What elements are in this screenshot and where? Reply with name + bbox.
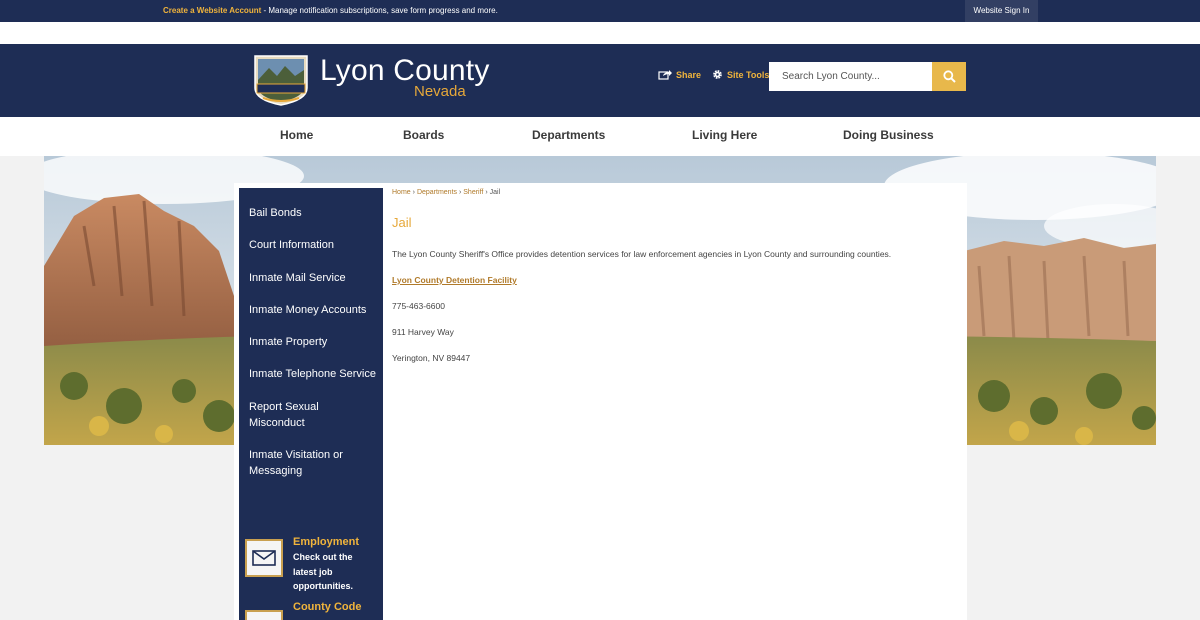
account-message xyxy=(163,6,498,15)
breadcrumb-separator: › xyxy=(485,189,488,196)
breadcrumb-current: Jail xyxy=(489,189,501,196)
breadcrumb-separator: › xyxy=(458,189,462,196)
search-input[interactable] xyxy=(769,62,932,91)
sidebar-item-inmate-money-accounts[interactable]: Inmate Money Accounts xyxy=(249,304,367,316)
nav-item-boards[interactable]: Boards xyxy=(403,128,445,142)
sidebar-item-bail-bonds[interactable]: Bail Bonds xyxy=(249,207,302,219)
street-address: 911 Harvey Way xyxy=(392,327,454,337)
share-label: Share xyxy=(676,69,702,80)
sidebar-item-inmate-property[interactable]: Inmate Property xyxy=(249,336,328,348)
nav-item-home[interactable]: Home xyxy=(280,128,314,142)
create-account-link[interactable]: Create a Website Account xyxy=(163,6,262,15)
main-nav xyxy=(0,117,1200,156)
phone-number: 775-463-6600 xyxy=(392,301,445,311)
sidebar-item-inmate-telephone-service[interactable]: Inmate Telephone Service xyxy=(249,368,376,380)
share-button[interactable] xyxy=(658,69,701,80)
sidebar-item-inmate-visitation[interactable]: Inmate Visitation or Messaging xyxy=(249,449,343,477)
share-icon xyxy=(658,69,672,80)
sidebar-item-court-information[interactable]: Court Information xyxy=(249,239,334,251)
employment-text: Check out the latest job opportunities. xyxy=(293,552,353,591)
site-title[interactable]: Lyon County xyxy=(320,54,490,87)
breadcrumb-home[interactable]: Home xyxy=(392,189,411,196)
search-icon xyxy=(943,70,956,83)
county-code-title: County Code xyxy=(293,601,362,613)
nav-item-living-here[interactable]: Living Here xyxy=(692,128,758,142)
site-header xyxy=(0,44,1200,117)
site-subtitle: Nevada xyxy=(414,83,466,100)
breadcrumb-sheriff[interactable]: Sheriff xyxy=(463,189,484,196)
nav-item-departments[interactable]: Departments xyxy=(532,128,606,142)
header-spacer xyxy=(0,22,1200,44)
county-seal-logo[interactable] xyxy=(251,54,311,106)
detention-facility-link[interactable]: Lyon County Detention Facility xyxy=(392,275,517,285)
nav-item-doing-business[interactable]: Doing Business xyxy=(843,128,934,142)
sign-in-button[interactable]: Website Sign In xyxy=(965,0,1038,22)
gear-icon xyxy=(712,69,723,80)
account-message-text: - Manage notification subscriptions, save form progress and more. xyxy=(261,6,498,15)
search-button[interactable] xyxy=(932,62,966,91)
sidebar-item-inmate-mail-service[interactable]: Inmate Mail Service xyxy=(249,272,346,284)
employment-promo[interactable] xyxy=(245,536,379,596)
city-state-zip: Yerington, NV 89447 xyxy=(392,353,471,363)
county-code-promo[interactable] xyxy=(245,601,379,620)
site-tools-button[interactable] xyxy=(712,69,769,80)
employment-title: Employment xyxy=(293,536,360,548)
site-tools-label: Site Tools xyxy=(727,69,770,80)
intro-text: The Lyon County Sheriff's Office provides detention services for law enforcement agencies in Lyon County and surrounding counties. xyxy=(392,249,892,259)
sidebar-nav xyxy=(239,188,383,620)
document-icon xyxy=(245,610,283,620)
sidebar-item-report-sexual-misconduct[interactable]: Report Sexual Misconduct xyxy=(249,401,319,429)
utility-bar xyxy=(0,0,1200,22)
page-title: Jail xyxy=(392,215,412,230)
envelope-icon xyxy=(245,539,283,577)
breadcrumb xyxy=(392,189,500,196)
breadcrumb-departments[interactable]: Departments xyxy=(416,189,458,196)
breadcrumb-separator: › xyxy=(412,189,415,196)
